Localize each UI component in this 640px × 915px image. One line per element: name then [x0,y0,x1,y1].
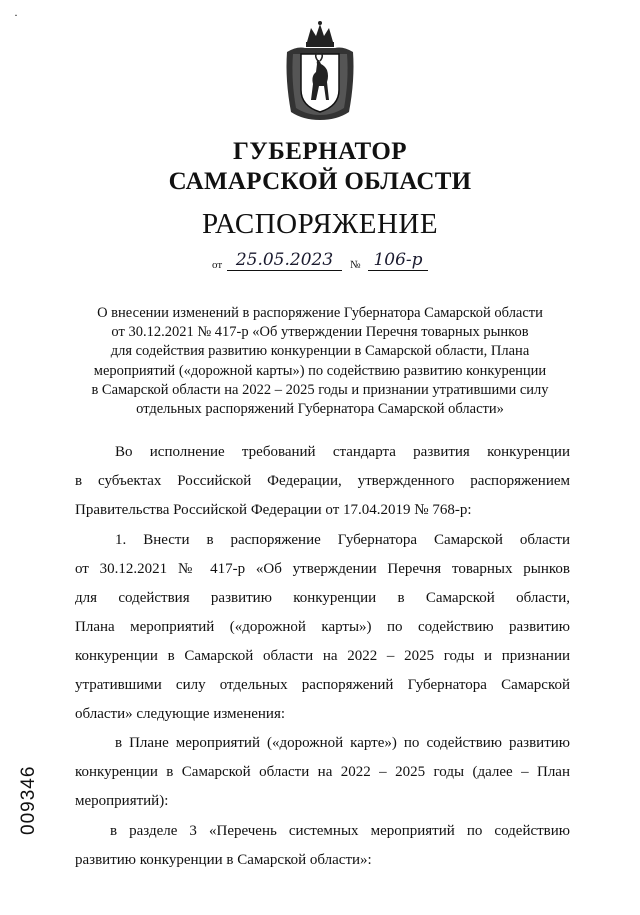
body-line: в Плане мероприятий («дорожной карте») по содействию развитию [115,735,570,751]
body-line: развитию конкуренции в Самарской области»: [75,852,372,868]
body-line: в разделе 3 «Перечень системных мероприятий по содействию [110,823,570,839]
body-line: конкуренции в Самарской области на 2022 – 2025 годы и признании [75,648,570,664]
body-line: конкуренции в Самарской области на 2022 – 2025 годы (далее – План [75,764,570,780]
subject-line: мероприятий («дорожной карты») по содействию развитию конкуренции [93,362,547,379]
subject-line: в Самарской области на 2022 – 2025 годы и признании утратившими силу [91,381,549,398]
date-prefix: от [212,259,223,271]
body-line: Во исполнение требований стандарта развития конкуренции [115,444,570,460]
subject-line: от 30.12.2021 № 417-р «Об утверждении Перечня товарных рынков [111,324,529,341]
body-line: Правительства Российской Федерации от 17.04.2019 № 768-р: [75,502,472,518]
margin-mark: · [14,8,18,22]
body-line: в субъектах Российской Федерации, утвержденного распоряжением [75,473,570,489]
subject-line: отдельных распоряжений Губернатора Самарской области» [136,401,504,418]
side-serial-number: 009346 [18,765,39,835]
body-line: 1. Внести в распоряжение Губернатора Самарской области [115,532,570,548]
number-prefix: № [350,259,361,271]
body-line: мероприятий): [75,793,169,809]
document-number: 106-р [368,250,428,271]
document-type: РАСПОРЯЖЕНИЕ [201,208,439,240]
date-number-line [212,250,432,274]
coat-of-arms-icon [283,20,357,122]
subject-line: О внесении изменений в распоряжение Губернатора Самарской области [97,305,543,321]
body-line: Плана мероприятий («дорожной карты») по содействию развитию [75,619,570,635]
document-date: 25.05.2023 [227,250,342,271]
issuer-title-line1: ГУБЕРНАТОР [232,138,408,165]
body-line: области» следующие изменения: [75,706,286,722]
body-line: утратившими силу отдельных распоряжений Губернатора Самарской [75,677,570,693]
subject-line: для содействия развитию конкуренции в Самарской области, Плана [110,343,530,360]
document-subject [70,304,570,419]
issuer-title-line2: САМАРСКОЙ ОБЛАСТИ [168,168,472,195]
body-line: для содействия развитию конкуренции в Самарской области, [75,590,570,606]
body-line: от 30.12.2021 № 417-р «Об утверждении Перечня товарных рынков [75,561,570,577]
